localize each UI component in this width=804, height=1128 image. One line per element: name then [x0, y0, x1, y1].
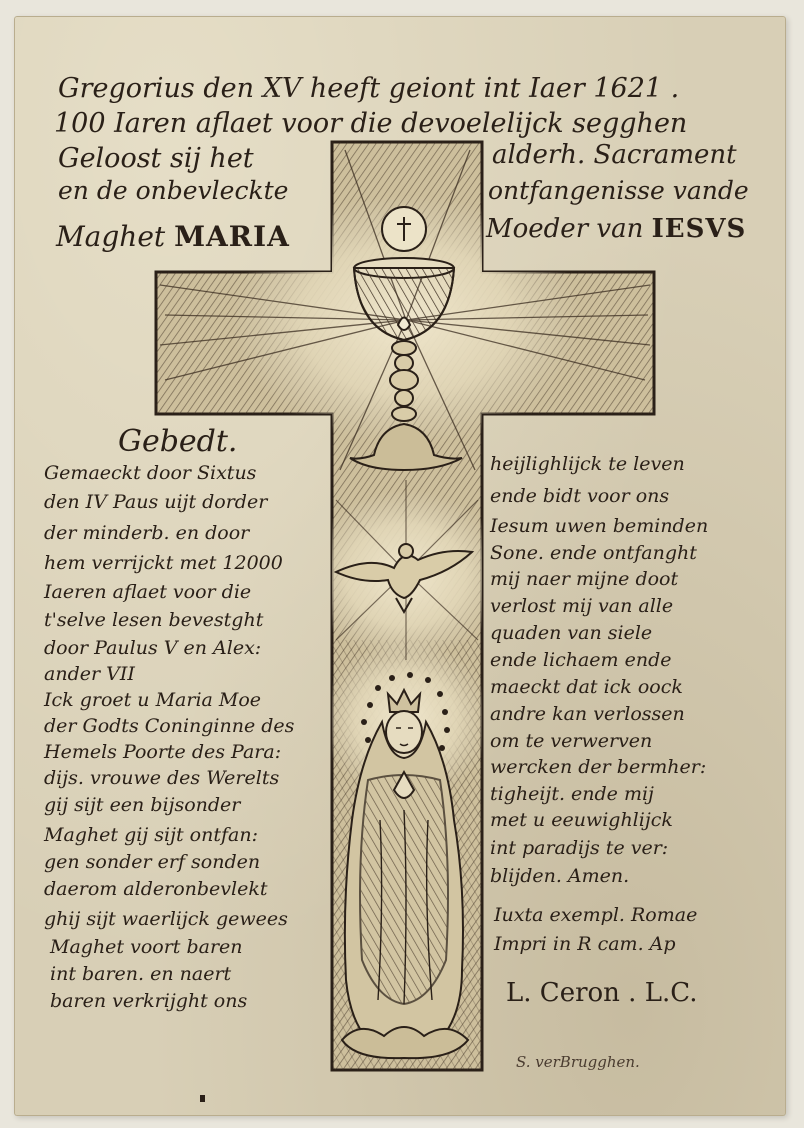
header-line-3-right: alderh. Sacrament — [492, 140, 737, 170]
prayer-right-line-10: andre kan verlossen — [490, 703, 685, 725]
header-moeder — [486, 214, 746, 244]
prayer-left-line-12: dijs. vrouwe des Werelts — [44, 767, 280, 789]
prayer-right-line-6: verlost mij van alle — [490, 595, 674, 617]
imprint-line-1: Iuxta exempl. Romae — [494, 904, 698, 926]
prayer-left-line-5: Iaeren aflaet voor die — [44, 581, 252, 603]
moeder-van-words: Moeder van — [486, 214, 644, 244]
prayer-right-line-12: wercken der bermher: — [490, 756, 707, 778]
prayer-left-line-10: der Godts Coninginne des — [44, 715, 295, 737]
engraver-signature: S. verBrugghen. — [516, 1053, 640, 1071]
prayer-left-line-1: Gemaeckt door Sixtus — [44, 462, 257, 484]
prayer-right-line-8: ende lichaem ende — [490, 649, 672, 671]
printer-name: L. Ceron . L.C. — [506, 978, 698, 1008]
imprint-line-2: Impri in R cam. Ap — [494, 933, 676, 955]
prayer-left-line-7: door Paulus V en Alex: — [44, 637, 262, 659]
prayer-left-line-4: hem verrijckt met 12000 — [44, 552, 283, 574]
header-line-1: Gregorius den XV heeft geiont int Iaer 1621 . — [58, 73, 680, 104]
prayer-right-line-16: blijden. Amen. — [490, 865, 630, 887]
prayer-left-line-19: int baren. en naert — [50, 963, 232, 985]
prayer-left-line-20: baren verkrijght ons — [50, 990, 248, 1012]
prayer-right-line-15: int paradijs te ver: — [490, 837, 669, 859]
prayer-right-line-2: ende bidt voor ons — [490, 485, 670, 507]
prayer-left-line-11: Hemels Poorte des Para: — [44, 741, 282, 763]
prayer-left-line-3: der minderb. en door — [44, 522, 250, 544]
prayer-left-line-8: ander VII — [44, 663, 135, 685]
prayer-right-line-14: met u eeuwighlijck — [490, 809, 673, 831]
prayer-heading: Gebedt. — [118, 424, 238, 459]
prayer-left-line-18: Maghet voort baren — [50, 936, 243, 958]
prayer-right-line-9: maeckt dat ick oock — [490, 676, 683, 698]
header-line-3-left: Geloost sij het — [58, 143, 254, 174]
maria-name: MARIA — [174, 220, 290, 253]
prayer-right-line-7: quaden van siele — [490, 622, 653, 644]
host-icon — [382, 207, 426, 251]
prayer-left-line-16: daerom alderonbevlekt — [44, 878, 268, 900]
header-maghet — [56, 220, 290, 253]
iesus-name: IESVS — [651, 214, 747, 244]
prayer-left-line-2: den IV Paus uijt dorder — [44, 491, 268, 513]
prayer-left-line-9: Ick groet u Maria Moe — [44, 689, 262, 711]
prayer-right-line-4: Sone. ende ontfanght — [490, 542, 697, 564]
prayer-right-line-11: om te verwerven — [490, 730, 653, 752]
prayer-left-line-14: Maghet gij sijt ontfan: — [44, 824, 258, 846]
header-line-4-left: en de onbevleckte — [58, 176, 289, 205]
maghet-word: Maghet — [56, 220, 166, 253]
prayer-left-line-13: gij sijt een bijsonder — [44, 794, 241, 816]
header-line-4-right: ontfangenisse vande — [488, 176, 749, 205]
prayer-left-line-17: ghij sijt waerlijck gewees — [44, 908, 288, 930]
header-line-2: 100 Iaren aflaet voor die devoelelijck segghen — [54, 108, 688, 139]
prayer-left-line-15: gen sonder erf sonden — [44, 851, 261, 873]
prayer-left-line-6: t'selve lesen bevestght — [44, 609, 264, 631]
prayer-right-line-5: mij naer mijne doot — [490, 568, 679, 590]
prayer-right-line-13: tigheijt. ende mij — [490, 783, 654, 805]
prayer-right-line-3: Iesum uwen beminden — [490, 515, 709, 537]
prayer-right-line-1: heijlighlijck te leven — [490, 453, 685, 475]
